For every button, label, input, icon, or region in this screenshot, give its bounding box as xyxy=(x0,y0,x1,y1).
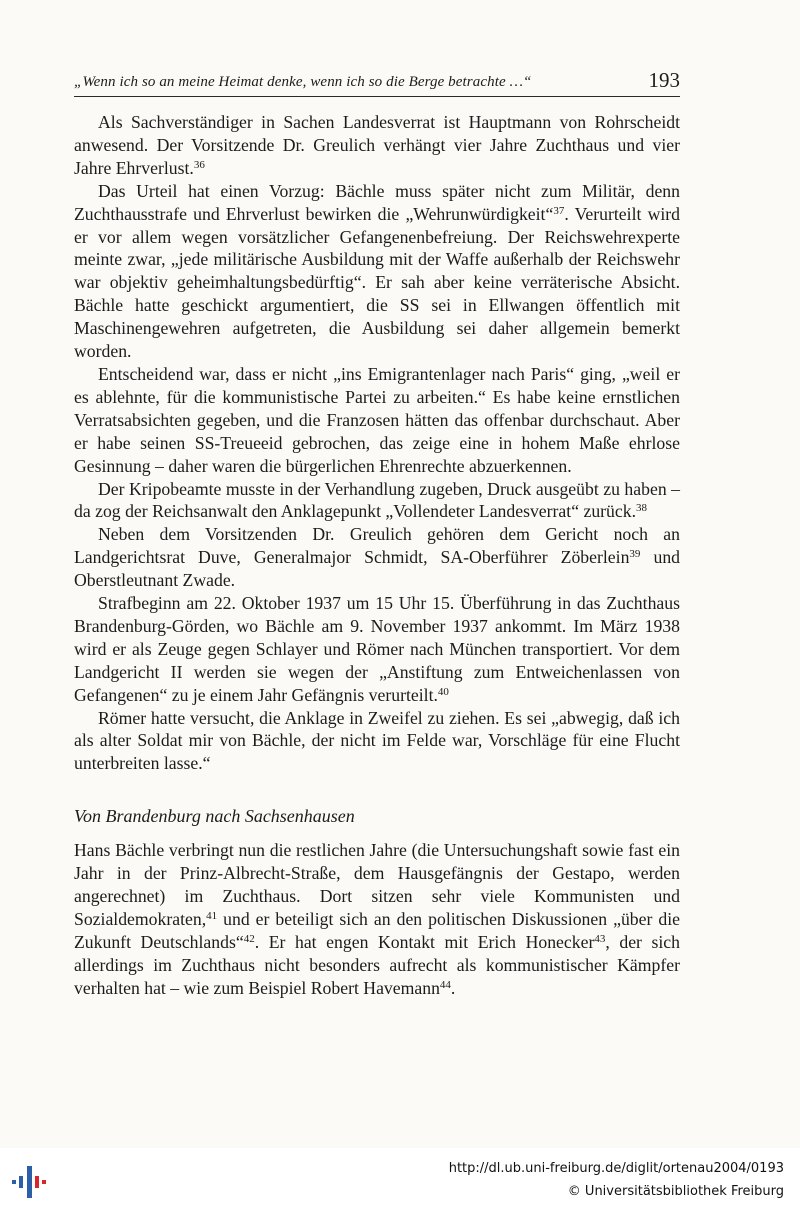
footer xyxy=(0,1148,800,1212)
ub-freiburg-logo-icon xyxy=(10,1162,50,1202)
text-run: Strafbeginn am 22. Oktober 1937 um 15 Uhr 15. Überführung in das Zuchthaus Brandenburg-Görden, wo Bächle am 9. November 1937 ankommt. Im März 1938 wird er als Zeuge gegen Schlayer und Römer nach München transportiert. Vor dem Landgericht II werden sie wegen der „Anstiftung zum Entweichenlassen von Gefangenen“ zu je einem Jahr Gefängnis verurteilt. xyxy=(74,593,680,705)
paragraph xyxy=(74,180,680,363)
text-run: und er beteiligt sich an den politischen Diskussionen „über die Zukunft Deutschlands“ xyxy=(74,909,680,952)
text-run: Der Kripobeamte musste in der Verhandlung zugeben, Druck ausgeübt zu haben – da zog der Reichsanwalt den Anklagepunkt „Vollendeter Landesverrat“ zurück. xyxy=(74,478,680,522)
footnote-ref: 42 xyxy=(243,932,255,945)
text-run: Als Sachverständiger in Sachen Landesverrat ist Hauptmann von Rohrscheidt anwesend. Der Vorsitzende Dr. Greulich verhängt vier Jahre Zuchthaus und vier Jahre Ehrverlust. xyxy=(74,112,680,178)
paragraph xyxy=(74,592,680,707)
text-run: . Er hat engen Kontakt mit Erich Honecker xyxy=(254,931,595,952)
text-run: und Oberstleutnant Zwade. xyxy=(74,547,681,591)
paragraph xyxy=(74,707,680,776)
footnote-ref: 36 xyxy=(193,158,205,171)
running-head xyxy=(74,66,680,97)
footnote-ref: 40 xyxy=(437,685,449,698)
section-heading: Von Brandenburg nach Sachsenhausen xyxy=(74,806,355,827)
footnote-ref: 37 xyxy=(553,204,565,217)
footnote-ref: 38 xyxy=(636,502,648,515)
section-paragraph-list xyxy=(74,839,680,999)
paragraph xyxy=(74,523,680,592)
running-title: „Wenn ich so an meine Heimat denke, wenn ich so die Berge betrachte …“ xyxy=(74,74,532,90)
footnote-ref: 43 xyxy=(594,932,606,945)
body-text xyxy=(74,111,680,1000)
text-run: Das Urteil hat einen Vorzug: Bächle muss später nicht zum Militär, denn Zuchthausstrafe und Ehrverlust bewirken die „Wehrunwürdigkeit“ xyxy=(74,180,680,224)
footnote-ref: 39 xyxy=(629,548,641,561)
text-run: . xyxy=(450,977,456,998)
text-run: . Verurteilt wird er vor allem wegen vorsätzlicher Gefangenenbefreiung. Der Reichswehrexperte meinte zwar, „jede militärische Ausbildung mit der Waffe außerhalb der Reichswehr war objektiv geheimhaltungsbedürftig“. Er sah aber keine verräterische Absicht. Bächle hatte geschickt argumentiert, die SS sei in Ellwangen öffentlich mit Maschinengewehren aufgetreten, die Ausbildung sei daher allgemein bemerkt worden. xyxy=(74,203,680,362)
text-run: Hans Bächle verbringt nun die restlichen Jahre (die Untersuchungshaft sowie fast ein Jahr in der Prinz-Albrecht-Straße, dem Hausgefängnis der Gestapo, werden angerechnet) im Zuchthaus. Dort sitzen sehr viele Kommunisten und Sozialdemokraten, xyxy=(74,840,680,929)
text-run: Neben dem Vorsitzenden Dr. Greulich gehören dem Gericht noch an Landgerichtsrat Duve, Generalmajor Schmidt, SA-Oberführer Zöberlein xyxy=(74,524,680,568)
text-run: Römer hatte versucht, die Anklage in Zweifel zu ziehen. Es sei „abwegig, daß ich als alter Soldat mir von Bächle, der nicht im Felde war, Vorschläge für eine Flucht unterbreiten lasse.“ xyxy=(74,707,680,774)
paragraph xyxy=(74,839,680,999)
footnote-ref: 44 xyxy=(439,978,451,991)
copyright-notice: © Universitätsbibliothek Freiburg xyxy=(567,1184,784,1199)
footnote-ref: 41 xyxy=(206,909,218,922)
paragraph xyxy=(74,363,680,478)
paragraph xyxy=(74,111,680,180)
text-run: Entscheidend war, dass er nicht „ins Emigrantenlager nach Paris“ ging, „weil er es ablehnte, für die kommunistische Partei zu arbeiten.“ Es habe keine ernstlichen Verratsabsichten gegeben, und die Franzosen hätten das offenbar durchschaut. Aber er habe seinen SS-Treueeid gebrochen, das zeige eine in hohem Maße ehrlose Gesinnung – daher waren die bürgerlichen Ehrenrechte abzuerkennen. xyxy=(74,363,680,476)
page-number: 193 xyxy=(648,68,680,92)
text-run: , der sich allerdings im Zuchthaus nicht besonders aufrecht als kommunistischer Kämpfer verhalten hat – wie zum Beispiel Robert Havemann xyxy=(74,931,680,998)
paragraph xyxy=(74,478,680,524)
source-url-link[interactable]: http://dl.ub.uni-freiburg.de/diglit/ortenau2004/0193 xyxy=(448,1161,784,1176)
paragraph-list xyxy=(74,111,680,775)
